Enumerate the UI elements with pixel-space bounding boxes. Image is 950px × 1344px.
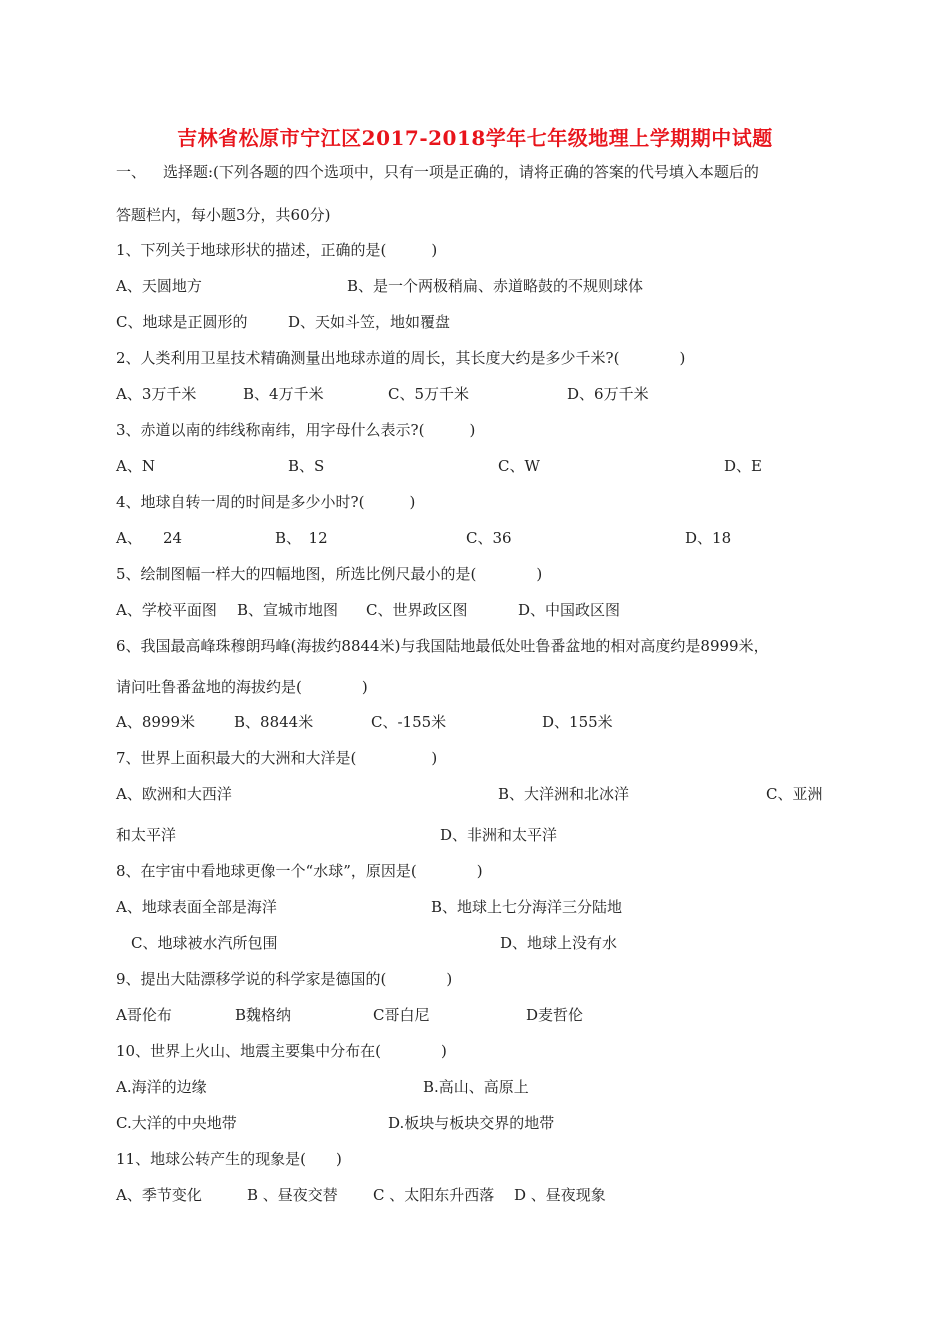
option-4d: D、18 [685, 529, 732, 547]
option-11d: D 、昼夜现象 [514, 1186, 606, 1204]
option-11c: C 、太阳东升西落 [373, 1186, 495, 1204]
option-3d: D、E [724, 457, 762, 475]
option-3b: B、S [288, 457, 325, 475]
question-4: 4、地球自转一周的时间是多少小时?( ) [116, 493, 416, 511]
option-7c: C、亚洲 [766, 785, 823, 803]
option-7c-cont: 和太平洋 [116, 826, 177, 844]
option-10a: A.海洋的边缘 [116, 1078, 207, 1096]
page-title: 吉林省松原市宁江区2017-2018学年七年级地理上学期期中试题 [177, 126, 773, 150]
question-7: 7、世界上面积最大的大洲和大洋是( ) [116, 749, 438, 767]
option-10b: B.高山、高原上 [423, 1078, 529, 1096]
option-9a: A哥伦布 [116, 1006, 172, 1024]
question-2: 2、人类利用卫星技术精确测量出地球赤道的周长，其长度大约是多少千米?( ) [116, 349, 686, 367]
option-2a: A、3万千米 [116, 385, 197, 403]
option-11a: A、季节变化 [116, 1186, 202, 1204]
option-6c: C、-155米 [371, 713, 447, 731]
question-9: 9、提出大陆漂移学说的科学家是德国的( ) [116, 970, 453, 988]
option-3c: C、W [498, 457, 540, 475]
option-5d: D、中国政区图 [518, 601, 621, 619]
option-6d: D、155米 [542, 713, 613, 731]
option-5c: C、世界政区图 [366, 601, 468, 619]
question-3: 3、赤道以南的纬线称南纬，用字母什么表示?( ) [116, 421, 476, 439]
question-1: 1、下列关于地球形状的描述，正确的是( ) [116, 241, 438, 259]
section-number: 一、 [116, 163, 147, 181]
question-11: 11、地球公转产生的现象是( ) [116, 1150, 342, 1168]
option-9c: C哥白尼 [373, 1006, 430, 1024]
section-instructions-cont: 答题栏内，每小题3分，共60分) [116, 206, 331, 224]
section-instructions: 选择题:(下列各题的四个选项中，只有一项是正确的，请将正确的答案的代号填入本题后的 [163, 163, 759, 181]
option-8d: D、地球上没有水 [500, 934, 618, 952]
option-1c: C、地球是正圆形的 [116, 313, 248, 331]
option-2c: C、5万千米 [388, 385, 470, 403]
question-5: 5、绘制图幅一样大的四幅地图，所选比例尺最小的是( ) [116, 565, 543, 583]
option-11b: B 、昼夜交替 [247, 1186, 338, 1204]
option-6a: A、8999米 [116, 713, 196, 731]
option-8b: B、地球上七分海洋三分陆地 [431, 898, 623, 916]
option-2d: D、6万千米 [567, 385, 649, 403]
option-1a: A、天圆地方 [116, 277, 202, 295]
question-6: 6、我国最高峰珠穆朗玛峰(海拔约8844米)与我国陆地最低处吐鲁番盆地的相对高度约是8999米， [116, 637, 769, 655]
option-1b: B、是一个两极稍扁、赤道略鼓的不规则球体 [347, 277, 644, 295]
option-7b: B、大洋洲和北冰洋 [498, 785, 630, 803]
question-10: 10、世界上火山、地震主要集中分布在( ) [116, 1042, 447, 1060]
option-8c: C、地球被水汽所包围 [131, 934, 278, 952]
option-9b: B魏格纳 [235, 1006, 292, 1024]
question-8: 8、在宇宙中看地球更像一个“水球”，原因是( ) [116, 862, 483, 880]
option-1d: D、天如斗笠，地如覆盘 [288, 313, 451, 331]
option-4c: C、36 [466, 529, 512, 547]
question-6-cont: 请问吐鲁番盆地的海拔约是( ) [116, 678, 368, 696]
option-7d: D、非洲和太平洋 [440, 826, 558, 844]
option-4a-label: A、 [116, 529, 142, 547]
option-5a: A、学校平面图 [116, 601, 217, 619]
option-10c: C.大洋的中央地带 [116, 1114, 237, 1132]
option-6b: B、8844米 [234, 713, 314, 731]
option-9d: D麦哲伦 [526, 1006, 584, 1024]
option-2b: B、4万千米 [243, 385, 324, 403]
option-3a: A、N [116, 457, 155, 475]
option-10d: D.板块与板块交界的地带 [388, 1114, 555, 1132]
option-7a: A、欧洲和大西洋 [116, 785, 232, 803]
option-8a: A、地球表面全部是海洋 [116, 898, 277, 916]
option-5b: B、宣城市地图 [237, 601, 339, 619]
option-4a-value: 24 [163, 529, 183, 547]
option-4b: B、 12 [275, 529, 328, 547]
